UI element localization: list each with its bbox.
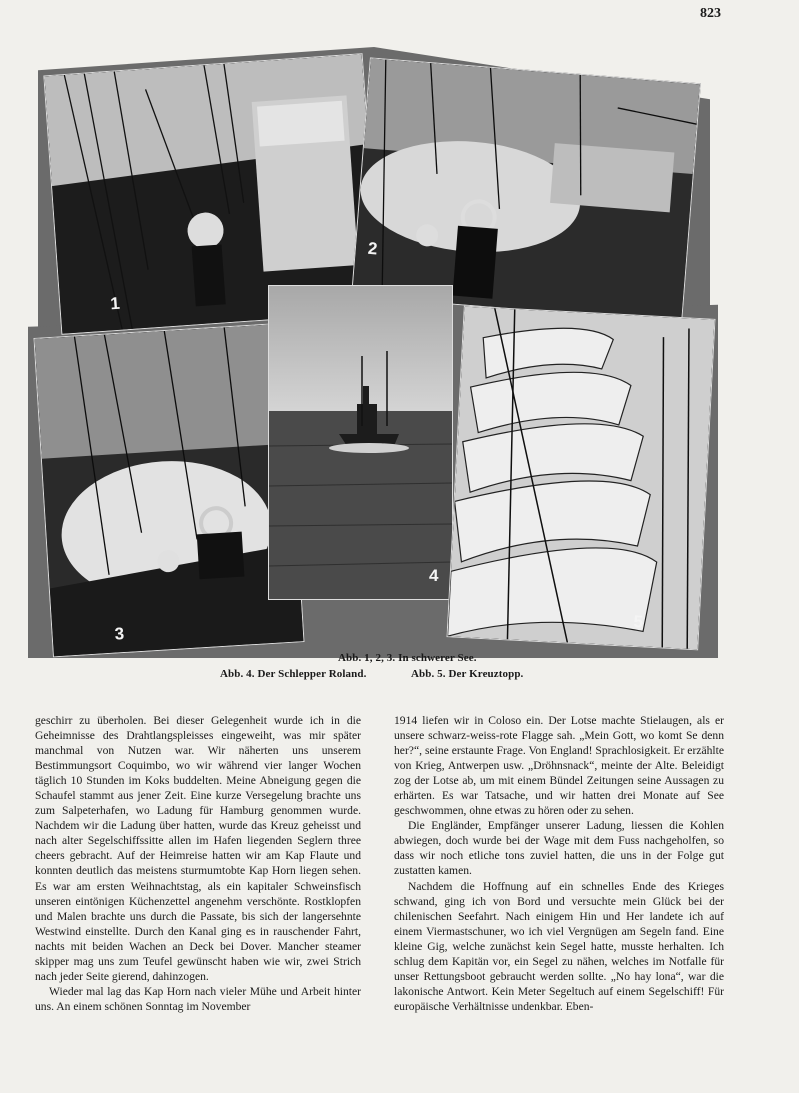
figure-number-2: 2 — [367, 238, 379, 259]
figure-caption-5: Abb. 5. Der Kreuztopp. — [411, 668, 524, 680]
photo-5 — [446, 306, 715, 651]
text-column-left — [35, 713, 361, 1014]
paragraph: Wieder mal lag das Kap Horn nach vieler Mühe und Arbeit hinter uns. An einem schönen Sonntag im November — [35, 984, 361, 1013]
figure-number-1: 1 — [109, 293, 121, 314]
figure-caption-4: Abb. 4. Der Schlepper Roland. — [220, 668, 367, 680]
photo-4 — [268, 285, 453, 600]
figure-number-3: 3 — [114, 624, 125, 644]
paragraph: geschirr zu überholen. Bei dieser Gelegenheit wurde ich in die Geheimnisse des Drahtlangspleisses eingeweiht, was mir später manchmal von Nutzen war. Wir näherten uns unserem Bestimmungsort Coquimbo, wo wir während vier langer Wochen täglich 10 Stunden im Koks buddelten. Meine Abneigung gegen die Schaufel stammt aus jener Zeit. Eine kurze Versegelung brachte uns zum Salpeterhafen, wo Ladung für Hamburg genommen wurde. Nachdem wir die Ladung über hatten, wurde das Kreuz geheisst und nach alter Segelschiffssitte allen im Hafen liegenden Seglern three cheers gebracht. Auf der Heimreise hatten wir am Kap Flaute und konnten deutlich das meistens sturmumtobte Kap Horn liegen sehen. Es war am ersten Weihnachtstag, als ein kapitaler Schweinsfisch unseren eintönigen Küchenzettel angenehm verschönte. Rostklopfen und Malen brachte uns durch die Passate, bis sich der langersehnte Westwind einstellte. Durch den Kanal ging es in rauschender Fahrt, nachts mit beiden Wachen an Deck bei Dover. Mancher steamer skipper mag uns zum Teufel gewünscht haben wie wir, zwei Strich nach jeder Seite gierend, dahinzogen. — [35, 714, 361, 983]
photo-3 — [33, 323, 304, 658]
paragraph: 1914 liefen wir in Coloso ein. Der Lotse machte Stielaugen, als er unsere schwarz-weiss-rote Flagge sah. „Mein Gott, wo komt Se denn her?“, seine erstaunte Frage. Von England! Sprachlosigkeit. Er erzählte von Krieg, Antwerpen usw. „Dröhnsnack“, meinte der Alte. Beleidigt zog der Lotse ab, um mit einem Bündel Zeitungen seine Aussagen zu erhärten. Es war Tatsache, und wir hatten drei Monate auf See geschwommen, ohne etwas zu hören oder zu sehen. — [394, 714, 724, 818]
text-column-right — [394, 713, 724, 1014]
figure-number-5: 5 — [633, 611, 644, 632]
paragraph: Nachdem die Hoffnung auf ein schnelles Ende des Krieges schwand, ging ich von Bord und versuchte mein Glück bei der chilenischen Seefahrt. Nach einigem Hin und Her landete ich auf einem Viermastschuner, wo ich viel Vergnügen am Segeln fand. Eine kleine Gig, welche zunächst kein Segel hatte, musste herhalten. Ich schlug dem Kapitän vor, ein Segel zu nähen, welches im Notfalle für unser Rettungsboot gebraucht werden sollte. „No hay lona“, war die lakonische Antwort. Kein Meter Segeltuch auf einem Segelschiff! Für europäische Verhältnisse undenkbar. Eben- — [394, 879, 724, 1013]
figure-number-4: 4 — [429, 566, 439, 585]
photo-2 — [351, 57, 701, 322]
paragraph: Die Engländer, Empfänger unserer Ladung, liessen die Kohlen abwiegen, doch wurde bei der Wage mit dem Fuss nachgeholfen, so dass wir noch etliche tons zuviel hatten, die uns in der Folge gut zustatten kamen. — [394, 819, 724, 878]
page-number: 823 — [700, 6, 721, 21]
figure-caption-1-3: Abb. 1, 2, 3. In schwerer See. — [338, 652, 477, 664]
